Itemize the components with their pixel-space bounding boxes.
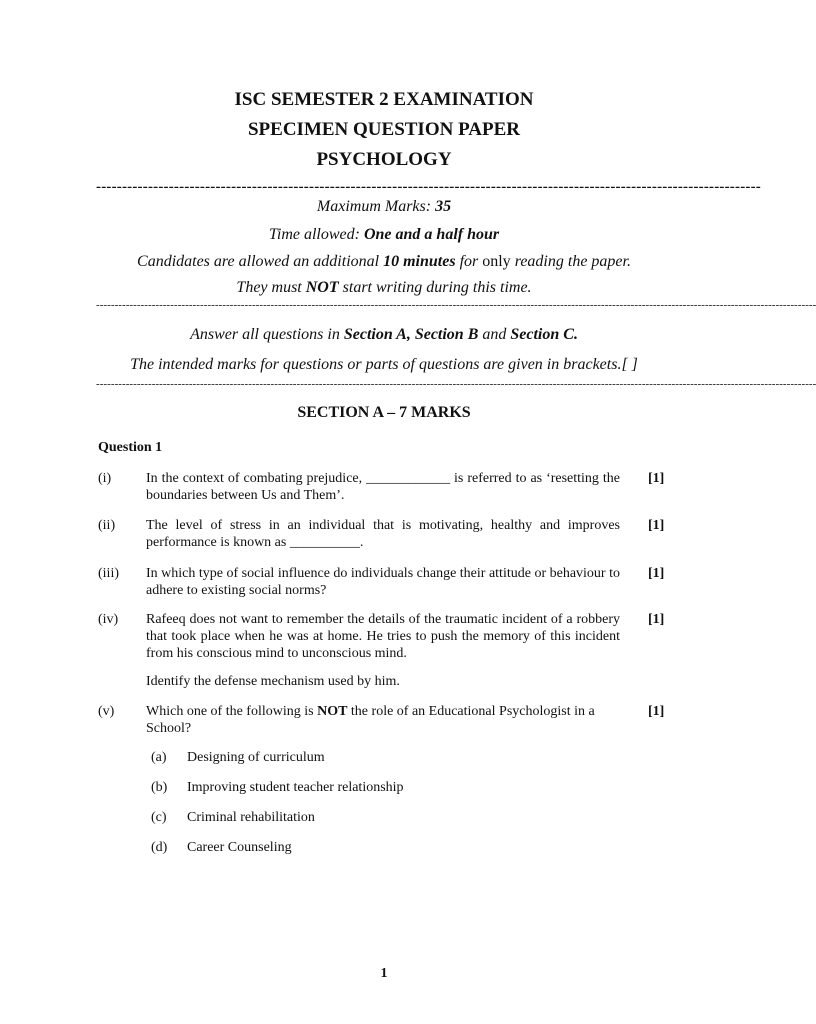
- bold-divider: --------------------------------------------------------------------------------------------------------------------------------: [96, 179, 761, 195]
- question-number: (ii): [98, 518, 116, 533]
- question-text: In which type of social influence do individuals change their attitude or behaviour to adhere to existing social norms?: [146, 566, 620, 598]
- writing-restriction-not: NOT: [305, 279, 339, 296]
- maximum-marks-value: 35: [435, 198, 452, 215]
- question-number: (iii): [98, 566, 119, 581]
- additional-time-pre: Candidates are allowed an additional: [137, 253, 384, 270]
- question-text: Rafeeq does not want to remember the details of the traumatic incident of a robbery that took place when he was at home. He tries to push the memory of this incident from his conscious mind to unconscious mind.: [146, 612, 620, 661]
- option-text: Criminal rehabilitation: [187, 810, 315, 825]
- thin-divider-bottom: --------------------------------------------------------------------------------------------------------------------------------------------------------------------------------------------------: [96, 378, 816, 390]
- answer-instruction-and: and: [478, 326, 511, 343]
- question-text-emphasis: NOT: [317, 704, 348, 719]
- additional-time-mid: for: [455, 253, 483, 270]
- question-marks: [1]: [648, 704, 665, 719]
- paper-type-title: SPECIMEN QUESTION PAPER: [247, 119, 520, 140]
- writing-restriction-post: start writing during this time.: [338, 279, 532, 296]
- question-heading: Question 1: [98, 440, 163, 455]
- option-label: (a): [151, 750, 167, 765]
- question-text-post: the role of an Educational Psychologist in a School?: [146, 704, 595, 736]
- option-label: (c): [151, 810, 167, 825]
- option-text: Career Counseling: [187, 840, 292, 855]
- time-allowed-value: One and a half hour: [363, 226, 500, 243]
- question-marks: [1]: [648, 566, 665, 581]
- maximum-marks: [80, 197, 688, 217]
- question-text-pre: Which one of the following is: [146, 704, 318, 719]
- thin-divider-top: --------------------------------------------------------------------------------------------------------------------------------------------------------------------------------------------------: [96, 299, 816, 311]
- question-number: (iv): [98, 612, 119, 627]
- time-allowed-label: Time allowed:: [268, 226, 364, 243]
- writing-restriction-pre: They must: [236, 279, 306, 296]
- answer-instruction-sections: Section A, Section B: [343, 326, 479, 343]
- writing-restriction-note: [80, 278, 688, 298]
- answer-instruction-pre: Answer all questions in: [190, 326, 344, 343]
- marks-instruction: The intended marks for questions or parts of questions are given in brackets.[ ]: [130, 356, 638, 373]
- question-marks: [1]: [648, 612, 665, 627]
- answer-instruction: [80, 325, 688, 345]
- option-text: Improving student teacher relationship: [187, 780, 404, 795]
- question-number: (v): [98, 704, 115, 719]
- additional-time-value: 10 minutes: [383, 253, 456, 270]
- maximum-marks-label: Maximum Marks:: [316, 198, 436, 215]
- additional-time-note: [80, 252, 688, 272]
- question-text: The level of stress in an individual that is motivating, healthy and improves performance is known as __________.: [146, 518, 620, 550]
- question-text: [146, 703, 620, 737]
- question-number: (i): [98, 471, 112, 486]
- exam-title: ISC SEMESTER 2 EXAMINATION: [234, 89, 534, 110]
- option-label: (d): [151, 840, 168, 855]
- section-a-title: SECTION A – 7 MARKS: [297, 404, 471, 421]
- question-marks: [1]: [648, 518, 665, 533]
- option-text: Designing of curriculum: [187, 750, 325, 765]
- question-marks: [1]: [648, 471, 665, 486]
- time-allowed: [80, 225, 688, 245]
- page-number: 1: [380, 966, 388, 981]
- question-text: In the context of combating prejudice, ____________ is referred to as ‘resetting the boundaries between Us and Them’.: [146, 471, 620, 503]
- additional-time-post: reading the paper.: [510, 253, 631, 270]
- additional-time-only: only: [482, 253, 511, 270]
- subject-title: PSYCHOLOGY: [316, 149, 452, 170]
- option-label: (b): [151, 780, 168, 795]
- question-followup: Identify the defense mechanism used by him.: [146, 674, 400, 689]
- answer-instruction-section-c: Section C.: [510, 326, 578, 343]
